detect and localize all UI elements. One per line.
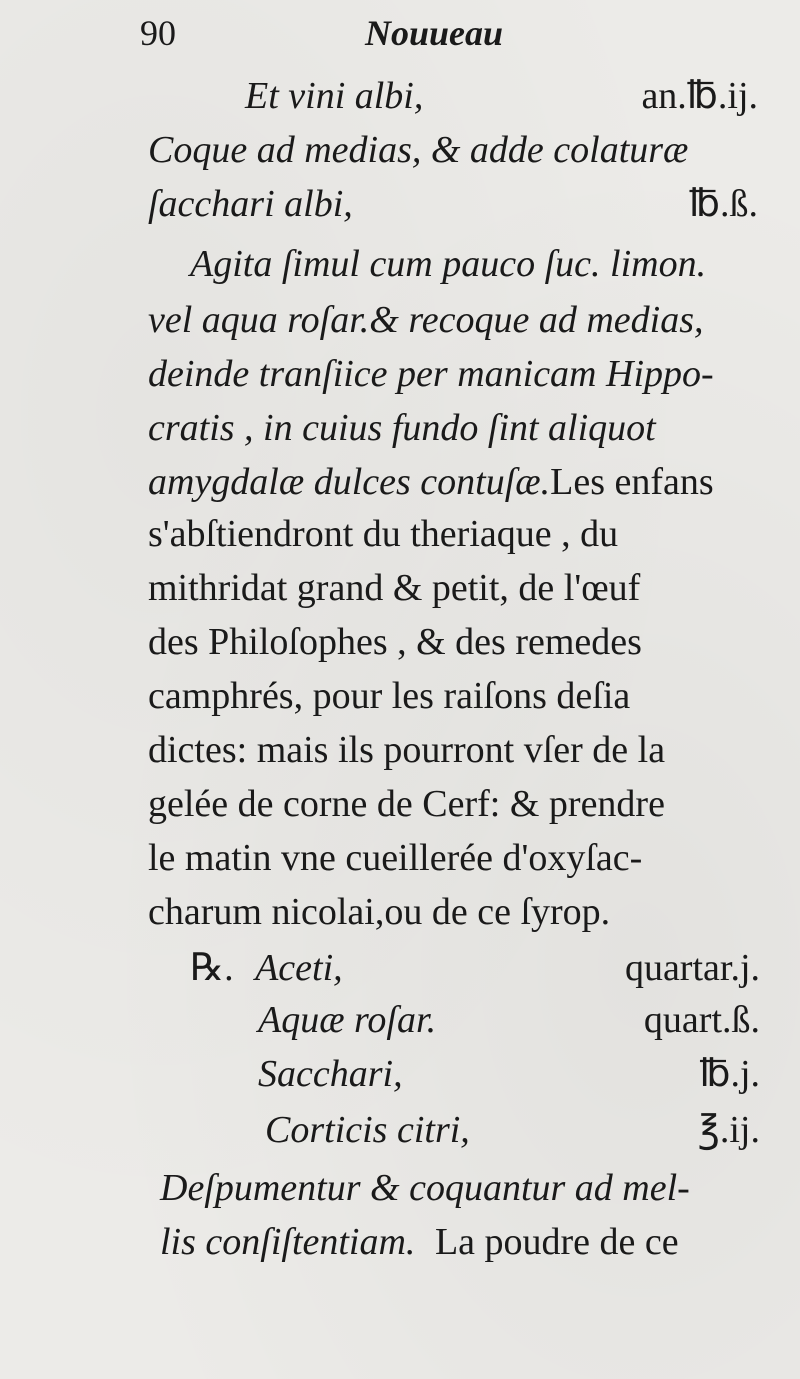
text-line: charum nicolai,ou de ce ſyrop. xyxy=(148,891,611,933)
recipe-item: Sacchari, ℔.j. xyxy=(258,1053,760,1095)
recipe-item: Aquæ roſar. quart.ß. xyxy=(258,999,760,1041)
text-line: Coque ad medias, & adde colaturæ xyxy=(148,129,689,171)
text-line: dictes: mais ils pourront vſer de la xyxy=(148,729,666,771)
text-line: ſacchari albi, ℔.ß. xyxy=(148,183,758,225)
text-line: vel aqua roſar.& recoque ad medias, xyxy=(148,299,704,341)
text-line: Deſpumentur & coquantur ad mel- xyxy=(160,1167,690,1209)
text-line: cratis , in cuius fundo ſint aliquot xyxy=(148,407,656,449)
text-line: le matin vne cueillerée d'oxyſac- xyxy=(148,837,643,879)
running-head: Nouueau xyxy=(365,13,504,53)
text-line: camphrés, pour les raiſons deſia xyxy=(148,675,631,717)
text-line: Agita ſimul cum pauco ſuc. limon. xyxy=(190,243,707,285)
text-line: s'abſtiendront du theriaque , du xyxy=(148,513,619,555)
recipe-symbol: ℞. xyxy=(190,947,234,989)
recipe-item: ℞. Aceti, quartar.j. xyxy=(190,947,760,989)
recipe-item: Corticis citri, ℥.ij. xyxy=(265,1109,760,1151)
text-line: amygdalæ dulces contuſæ.Les enfans xyxy=(148,461,714,503)
text-line: des Philoſophes , & des remedes xyxy=(148,621,642,663)
page-number: 90 xyxy=(140,13,176,53)
text-line: Et vini albi, an.℔.ij. xyxy=(245,75,758,117)
text-line: lis conſiſtentiam. La poudre de ce xyxy=(160,1221,679,1263)
text-line: gelée de corne de Cerf: & prendre xyxy=(148,783,665,825)
text-line: deinde tranſiice per manicam Hippo- xyxy=(148,353,714,395)
text-line: mithridat grand & petit, de l'œuf xyxy=(148,567,641,609)
